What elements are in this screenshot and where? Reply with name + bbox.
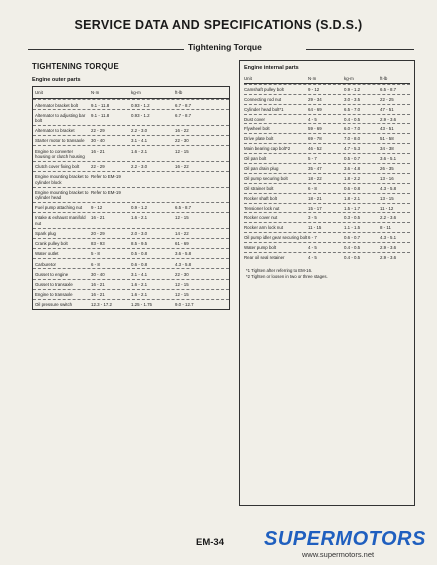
- cell-unit: Oil pump idler gear securing bolt: [244, 235, 308, 241]
- cell-unit: Water pump bolt: [244, 245, 277, 251]
- cell-kgm: 1.6 - 2.1: [131, 292, 148, 298]
- cell-kgm: 7.0 - 8.0: [344, 136, 361, 142]
- table-row: [244, 183, 410, 193]
- table-row: [33, 99, 229, 109]
- cell-kgm: 0.9 - 1.2: [344, 86, 361, 92]
- cell-nm: 83 - 93: [91, 241, 105, 247]
- table-row: [244, 252, 410, 262]
- cell-nm: 29 - 34: [308, 96, 322, 102]
- cell-unit: Starter motor to transaxle: [35, 138, 85, 144]
- cell-kgm: 1.1 - 1.5: [344, 225, 361, 231]
- table-row: [244, 242, 410, 252]
- cell-ftlb: 14 - 22: [175, 230, 189, 236]
- table-row: [244, 163, 410, 173]
- cell-nm: 20 - 29: [91, 230, 105, 236]
- cell-ftlb: 51 - 58: [380, 136, 394, 142]
- cell-ftlb: 13 - 15: [380, 195, 394, 201]
- cell-unit: Oil pump securing bolt: [244, 175, 288, 181]
- cell-unit: Engine mounting bracket to cylinder head: [35, 189, 89, 201]
- cell-nm: 46 - 52: [308, 146, 322, 152]
- cell-kgm: 3.1 - 4.1: [131, 271, 148, 277]
- cell-reference: Refer to EM-19: [91, 174, 121, 180]
- cell-unit: Engine to converter housing or clutch housing: [35, 148, 85, 159]
- cell-nm: 6 - 7: [308, 235, 317, 241]
- cell-ftlb: 4.3 - 5.8: [175, 261, 192, 267]
- cell-reference: Refer to EM-19: [91, 189, 121, 195]
- col-header-nm: N·m: [308, 76, 317, 81]
- cell-unit: Gusset to transaxle: [35, 281, 73, 287]
- table-caption: Engine internal parts: [244, 65, 299, 71]
- cell-ftlb: 6.7 - 8.7: [175, 112, 192, 118]
- cell-ftlb: 12 - 15: [175, 215, 189, 221]
- table-row: [244, 84, 410, 94]
- cell-nm: 18 - 21: [308, 195, 322, 201]
- cell-kgm: 0.6 - 0.8: [131, 261, 148, 267]
- table-row: [33, 248, 229, 258]
- cell-kgm: 1.5 - 1.7: [344, 205, 361, 211]
- cell-nm: 9 - 12: [91, 205, 103, 211]
- table-row: [244, 212, 410, 222]
- table-row: [244, 173, 410, 183]
- cell-nm: 9.1 - 11.8: [91, 112, 110, 118]
- cell-ftlb: 9.0 - 12.7: [175, 302, 194, 308]
- table-row: [33, 268, 229, 278]
- cell-kgm: 0.3 - 0.5: [344, 215, 361, 221]
- col-header-ftlb: ft-lb: [380, 76, 388, 81]
- table-row: [244, 94, 410, 104]
- table-row: [244, 114, 410, 124]
- cell-unit: Alternator to bracket: [35, 128, 75, 134]
- cell-unit: Rocker arm lock nut: [244, 225, 284, 231]
- cell-nm: 18 - 22: [308, 175, 322, 181]
- cell-unit: Spark plug: [35, 230, 56, 236]
- table-row: [33, 228, 229, 238]
- cell-unit: Alternator to adjusting bar bolt: [35, 112, 86, 124]
- cell-unit: Engine mounting bracket to cylinder block: [35, 174, 89, 185]
- cell-kgm: 0.5 - 0.7: [344, 156, 361, 162]
- cell-nm: 9.1 - 11.8: [91, 102, 110, 108]
- cell-ftlb: 16 - 22: [175, 164, 189, 170]
- cell-ftlb: 22 - 30: [175, 271, 189, 277]
- col-header-kgm: kg-m: [131, 90, 141, 95]
- cell-nm: 35 - 47: [308, 166, 322, 172]
- cell-kgm: 4.7 - 5.3: [344, 146, 361, 152]
- cell-unit: Clutch cover fixing bolt: [35, 164, 80, 170]
- cell-ftlb: 11 - 12: [380, 205, 394, 211]
- cell-kgm: 0.5 - 0.8: [131, 251, 148, 257]
- table-row: [33, 299, 229, 309]
- cell-ftlb: 2.2 - 3.6: [380, 215, 397, 221]
- cell-nm: 4 - 5: [308, 116, 317, 122]
- table-row: [33, 109, 229, 124]
- table-caption: Engine outer parts: [32, 77, 81, 83]
- table-row: [33, 279, 229, 289]
- cell-unit: Oil pan bolt: [244, 156, 267, 162]
- cell-ftlb: 2.9 - 3.6: [380, 255, 397, 261]
- cell-ftlb: 34 - 38: [380, 146, 394, 152]
- cell-ftlb: 2.9 - 3.6: [380, 116, 397, 122]
- cell-nm: 59 - 69: [308, 126, 322, 132]
- cell-nm: 6 - 8: [91, 261, 100, 267]
- cell-ftlb: 6.7 - 8.7: [175, 102, 192, 108]
- col-header-nm: N·m: [91, 90, 100, 95]
- cell-nm: 5 - 7: [308, 156, 317, 162]
- table-row: [244, 203, 410, 213]
- cell-unit: Fuel pump attaching nut: [35, 205, 83, 211]
- table-row: [244, 133, 410, 143]
- cell-kgm: 1.25 - 1.75: [131, 302, 152, 308]
- table-row: [244, 104, 410, 114]
- cell-ftlb: 3.6 - 5.1: [380, 156, 397, 162]
- table-row: [244, 193, 410, 203]
- cell-kgm: 3.6 - 4.8: [344, 166, 361, 172]
- cell-unit: Flywheel bolt: [244, 126, 270, 132]
- cell-unit: Dust cover: [244, 116, 265, 122]
- cell-ftlb: 8 - 11: [380, 225, 391, 231]
- cell-unit: Water outlet: [35, 251, 59, 257]
- table-row: [244, 123, 410, 133]
- cell-nm: 15 - 17: [308, 205, 322, 211]
- footnote: *1 Tighten after referring to EM-16.: [246, 267, 313, 273]
- cell-ftlb: 13 - 16: [380, 175, 394, 181]
- cell-kgm: 0.4 - 0.5: [344, 255, 361, 261]
- cell-nm: 4 - 5: [308, 255, 317, 261]
- cell-kgm: 0.93 - 1.2: [131, 112, 150, 118]
- cell-ftlb: 6.5 - 8.7: [175, 205, 192, 211]
- col-header-kgm: kg-m: [344, 76, 354, 81]
- cell-nm: 9 - 12: [308, 86, 320, 92]
- cell-unit: Crank pulley bolt: [35, 241, 68, 247]
- cell-nm: 30 - 40: [91, 271, 105, 277]
- cell-unit: Drive plate bolt: [244, 136, 274, 142]
- footnote: *2 Tighten or loosen in two or three stages.: [246, 274, 328, 280]
- outer-parts-section: [32, 62, 230, 310]
- cell-kgm: 8.5 - 9.5: [131, 241, 148, 247]
- cell-ftlb: 16 - 22: [175, 128, 189, 134]
- cell-unit: Gusset to engine: [35, 271, 69, 277]
- section-subtitle: Tightening Torque: [188, 42, 262, 52]
- cell-unit: Oil pressure switch: [35, 302, 73, 308]
- table-row: [33, 289, 229, 299]
- cell-kgm: 0.6 - 0.7: [344, 235, 361, 241]
- cell-nm: 6 - 8: [308, 185, 317, 191]
- table-row: [33, 145, 229, 160]
- cell-unit: Cylinder head bolt*1: [244, 106, 284, 112]
- cell-unit: Oil strainer bolt: [244, 185, 274, 191]
- cell-ftlb: 47 - 51: [380, 106, 394, 112]
- cell-nm: 69 - 78: [308, 136, 322, 142]
- cell-ftlb: 12 - 15: [175, 281, 189, 287]
- cell-nm: 16 - 21: [91, 292, 105, 298]
- cell-unit: Engine to transaxle: [35, 292, 73, 298]
- cell-kgm: 1.8 - 2.2: [344, 175, 361, 181]
- cell-kgm: 3.0 - 3.5: [344, 96, 361, 102]
- cell-kgm: 0.4 - 0.5: [344, 116, 361, 122]
- cell-kgm: 6.5 - 7.0: [344, 106, 361, 112]
- internal-parts-section: [239, 60, 415, 506]
- table-row: [33, 125, 229, 135]
- table-header: [33, 87, 229, 99]
- page-title: SERVICE DATA AND SPECIFICATIONS (S.D.S.): [74, 18, 363, 32]
- table-row: [33, 238, 229, 248]
- title-rule-right: [306, 49, 414, 50]
- cell-nm: 16 - 21: [91, 148, 105, 154]
- col-header-unit: Unit: [244, 76, 252, 81]
- cell-unit: Intake & exhaust manifold nut: [35, 215, 86, 226]
- cell-kgm: 0.93 - 1.2: [131, 102, 150, 108]
- table-row: [33, 135, 229, 145]
- cell-unit: Carburetor: [35, 261, 56, 267]
- cell-nm: 12.3 - 17.2: [91, 302, 112, 308]
- cell-kgm: 1.8 - 2.1: [344, 195, 361, 201]
- cell-unit: Rocker cover nut: [244, 215, 278, 221]
- footnotes: [244, 268, 410, 280]
- cell-unit: Connecting rod nut: [244, 96, 282, 102]
- watermark-url: www.supermotors.net: [302, 550, 375, 559]
- table-row: [33, 161, 229, 171]
- cell-unit: Rocker shaft bolt: [244, 195, 277, 201]
- cell-ftlb: 3.6 - 5.8: [175, 251, 192, 257]
- cell-ftlb: 4.3 - 5.8: [380, 185, 397, 191]
- table-header: [244, 74, 410, 84]
- cell-kgm: 0.6 - 0.8: [344, 185, 361, 191]
- cell-unit: Camshaft pulley bolt: [244, 86, 284, 92]
- page-number: EM-34: [196, 537, 224, 548]
- cell-nm: 30 - 40: [91, 138, 105, 144]
- table-row: [33, 258, 229, 268]
- cell-nm: 11 - 15: [308, 225, 322, 231]
- outer-parts-table: [32, 86, 230, 310]
- cell-nm: 3 - 5: [308, 215, 317, 221]
- cell-ftlb: 22 - 30: [175, 138, 189, 144]
- table-row: [244, 222, 410, 232]
- cell-kgm: 2.0 - 3.0: [131, 230, 148, 236]
- table-row: [244, 153, 410, 163]
- section-heading: TIGHTENING TORQUE: [32, 62, 119, 71]
- cell-ftlb: 12 - 15: [175, 148, 189, 154]
- cell-ftlb: 22 - 25: [380, 96, 394, 102]
- cell-nm: 4 - 5: [308, 245, 317, 251]
- cell-ftlb: 2.9 - 3.6: [380, 245, 397, 251]
- table-row: [33, 187, 229, 202]
- cell-kgm: 0.9 - 1.2: [131, 205, 148, 211]
- col-header-unit: Unit: [35, 90, 43, 95]
- internal-parts-table: [244, 74, 410, 262]
- cell-kgm: 1.6 - 2.1: [131, 215, 148, 221]
- cell-kgm: 2.2 - 3.0: [131, 164, 148, 170]
- cell-kgm: 2.2 - 3.0: [131, 128, 148, 134]
- cell-ftlb: 4.3 - 5.1: [380, 235, 397, 241]
- table-row: [244, 143, 410, 153]
- cell-ftlb: 26 - 35: [380, 166, 394, 172]
- table-row: [33, 202, 229, 212]
- cell-kgm: 6.0 - 7.0: [344, 126, 361, 132]
- watermark-logo: SUPERMOTORS: [264, 528, 426, 550]
- cell-kgm: 3.1 - 4.1: [131, 138, 148, 144]
- cell-nm: 16 - 21: [91, 215, 105, 221]
- table-row: [33, 212, 229, 227]
- table-row: [33, 171, 229, 186]
- cell-unit: Main bearing cap bolt*2: [244, 146, 291, 152]
- cell-unit: Tensioner lock nut: [244, 205, 280, 211]
- cell-ftlb: 12 - 15: [175, 292, 189, 298]
- cell-unit: Rear oil seal retainer: [244, 255, 285, 261]
- cell-unit: Oil pan drain plug: [244, 166, 279, 172]
- cell-kgm: 1.6 - 2.1: [131, 281, 148, 287]
- cell-nm: 64 - 69: [308, 106, 322, 112]
- cell-nm: 22 - 29: [91, 164, 105, 170]
- cell-unit: Alternator bracket bolt: [35, 102, 78, 108]
- cell-nm: 5 - 8: [91, 251, 100, 257]
- cell-ftlb: 6.5 - 8.7: [380, 86, 397, 92]
- cell-ftlb: 61 - 69: [175, 241, 189, 247]
- table-row: [244, 232, 410, 242]
- cell-kgm: 0.4 - 0.5: [344, 245, 361, 251]
- title-rule-left: [28, 49, 184, 50]
- col-header-ftlb: ft-lb: [175, 90, 183, 95]
- cell-nm: 22 - 29: [91, 128, 105, 134]
- cell-ftlb: 43 - 51: [380, 126, 394, 132]
- cell-kgm: 1.6 - 2.1: [131, 148, 148, 154]
- cell-nm: 16 - 21: [91, 281, 105, 287]
